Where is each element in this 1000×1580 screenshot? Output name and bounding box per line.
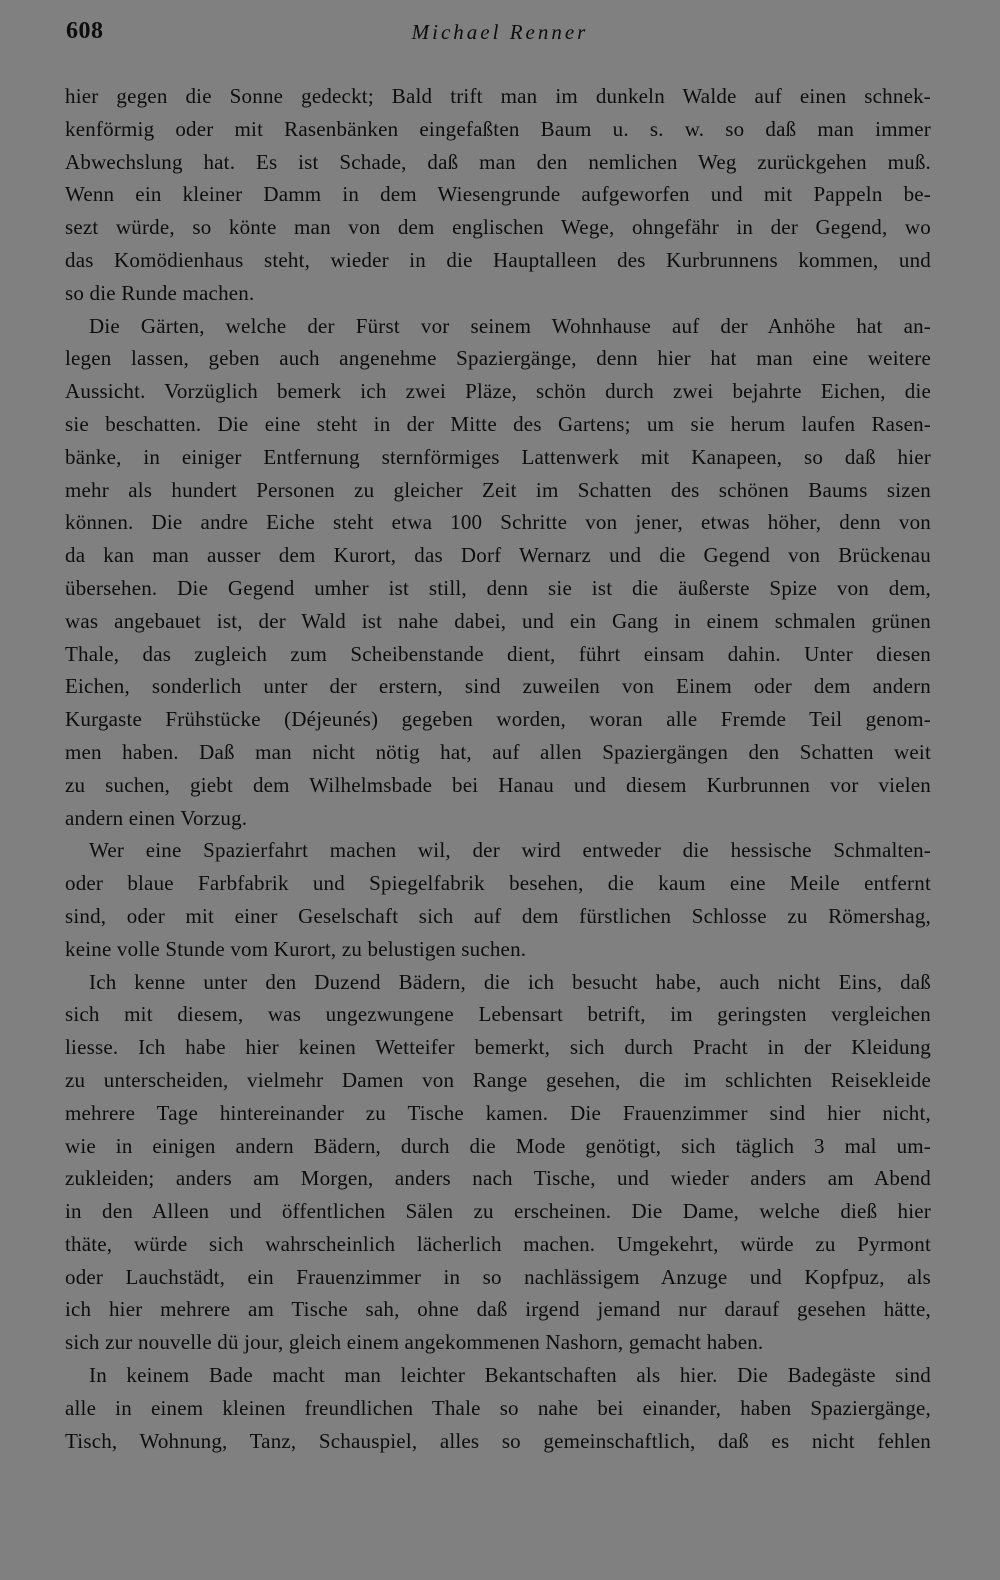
text-line: übersehen. Die Gegend umher ist still, denn sie ist die äußerste Spize von dem,	[65, 575, 931, 600]
text-line: oder Lauchstädt, ein Frauenzimmer in so nachlässigem Anzuge und Kopfpuz, als	[65, 1264, 931, 1289]
text-line: thäte, würde sich wahrscheinlich lächerlich machen. Umgekehrt, würde zu Pyrmont	[65, 1231, 931, 1256]
paragraph	[65, 966, 931, 1360]
text-line: zu suchen, giebt dem Wilhelmsbade bei Hanau und diesem Kurbrunnen vor vielen	[65, 772, 931, 797]
paragraph	[65, 80, 931, 310]
running-head: Michael Renner	[411, 20, 589, 44]
text-line: hier gegen die Sonne gedeckt; Bald trift man im dunkeln Walde auf einen schnek-	[65, 84, 931, 108]
text-line: mehr als hundert Personen zu gleicher Zeit im Schatten des schönen Baums sizen	[65, 477, 931, 502]
text-line: sind, oder mit einer Geselschaft sich auf dem fürstlichen Schlosse zu Römershag,	[65, 903, 931, 928]
page-header	[66, 18, 934, 54]
text-line: das Komödienhaus steht, wieder in die Hauptalleen des Kurbrunnens kommen, und	[65, 247, 931, 272]
paragraph	[65, 310, 931, 835]
text-line: so die Runde machen.	[65, 280, 255, 305]
text-line: oder blaue Farbfabrik und Spiegelfabrik besehen, die kaum eine Meile entfernt	[65, 871, 931, 896]
text-line: Thale, das zugleich zum Scheibenstande dient, führt einsam dahin. Unter diesen	[65, 641, 931, 666]
text-line: Eichen, sonderlich unter der erstern, sind zuweilen von Einem oder dem andern	[65, 674, 931, 699]
text-line: In keinem Bade macht man leichter Bekantschaften als hier. Die Badegäste sind	[89, 1363, 931, 1388]
text-line: was angebauet ist, der Wald ist nahe dabei, und ein Gang in einem schmalen grünen	[65, 608, 931, 633]
page-number: 608	[66, 18, 104, 44]
body-text	[65, 80, 931, 1457]
text-line: zukleiden; anders am Morgen, anders nach Tische, und wieder anders am Abend	[65, 1166, 931, 1191]
text-line: kenförmig oder mit Rasenbänken eingefaßten Baum u. s. w. so daß man immer	[65, 116, 931, 141]
text-line: Tisch, Wohnung, Tanz, Schauspiel, alles so gemeinschaftlich, daß es nicht fehlen	[65, 1428, 931, 1453]
text-line: andern einen Vorzug.	[65, 805, 248, 830]
text-line: sich zur nouvelle dü jour, gleich einem angekommenen Nashorn, gemacht haben.	[65, 1330, 764, 1355]
text-line: keine volle Stunde vom Kurort, zu belustigen suchen.	[65, 936, 527, 961]
text-line: Wenn ein kleiner Damm in dem Wiesengrunde aufgeworfen und mit Pappeln be-	[65, 182, 931, 207]
text-line: legen lassen, geben auch angenehme Spaziergänge, denn hier hat man eine weitere	[65, 346, 931, 371]
text-line: Die Gärten, welche der Fürst vor seinem Wohnhause auf der Anhöhe hat an-	[89, 313, 931, 338]
paragraph	[65, 834, 931, 965]
text-line: können. Die andre Eiche steht etwa 100 Schritte von jener, etwas höher, denn von	[65, 510, 931, 535]
text-line: sezt würde, so könte man von dem englischen Wege, ohngefähr in der Gegend, wo	[65, 215, 931, 240]
text-line: zu unterscheiden, vielmehr Damen von Range gesehen, die im schlichten Reisekleide	[65, 1067, 931, 1092]
text-line: alle in einem kleinen freundlichen Thale so nahe bei einander, haben Spaziergänge,	[65, 1395, 931, 1420]
text-line: mehrere Tage hintereinander zu Tische kamen. Die Frauenzimmer sind hier nicht,	[65, 1100, 931, 1125]
text-line: bänke, in einiger Entfernung sternförmiges Lattenwerk mit Kanapeen, so daß hier	[65, 444, 931, 469]
text-line: men haben. Daß man nicht nötig hat, auf allen Spaziergängen den Schatten weit	[65, 739, 931, 764]
text-line: Wer eine Spazierfahrt machen wil, der wird entweder die hessische Schmalten-	[89, 838, 931, 863]
text-line: da kan man ausser dem Kurort, das Dorf Wernarz und die Gegend von Brückenau	[65, 543, 931, 568]
text-line: wie in einigen andern Bädern, durch die Mode genötigt, sich täglich 3 mal um-	[65, 1133, 931, 1158]
text-line: Aussicht. Vorzüglich bemerk ich zwei Pläze, schön durch zwei bejahrte Eichen, die	[65, 379, 931, 404]
text-line: Kurgaste Frühstücke (Déjeunés) gegeben worden, woran alle Fremde Teil genom-	[65, 707, 931, 732]
text-line: sie beschatten. Die eine steht in der Mitte des Gartens; um sie herum laufen Rasen-	[65, 411, 931, 436]
text-line: Abwechslung hat. Es ist Schade, daß man den nemlichen Weg zurückgehen muß.	[65, 149, 931, 174]
text-line: Ich kenne unter den Duzend Bädern, die ich besucht habe, auch nicht Eins, daß	[89, 969, 931, 994]
text-line: sich mit diesem, was ungezwungene Lebensart betrift, im geringsten vergleichen	[65, 1002, 931, 1027]
text-line: ich hier mehrere am Tische sah, ohne daß irgend jemand nur darauf gesehen hätte,	[65, 1297, 931, 1322]
paragraph	[65, 1359, 931, 1457]
text-line: liesse. Ich habe hier keinen Wetteifer bemerkt, sich durch Pracht in der Kleidung	[65, 1035, 931, 1060]
text-line: in den Alleen und öffentlichen Sälen zu erscheinen. Die Dame, welche dieß hier	[65, 1199, 931, 1224]
